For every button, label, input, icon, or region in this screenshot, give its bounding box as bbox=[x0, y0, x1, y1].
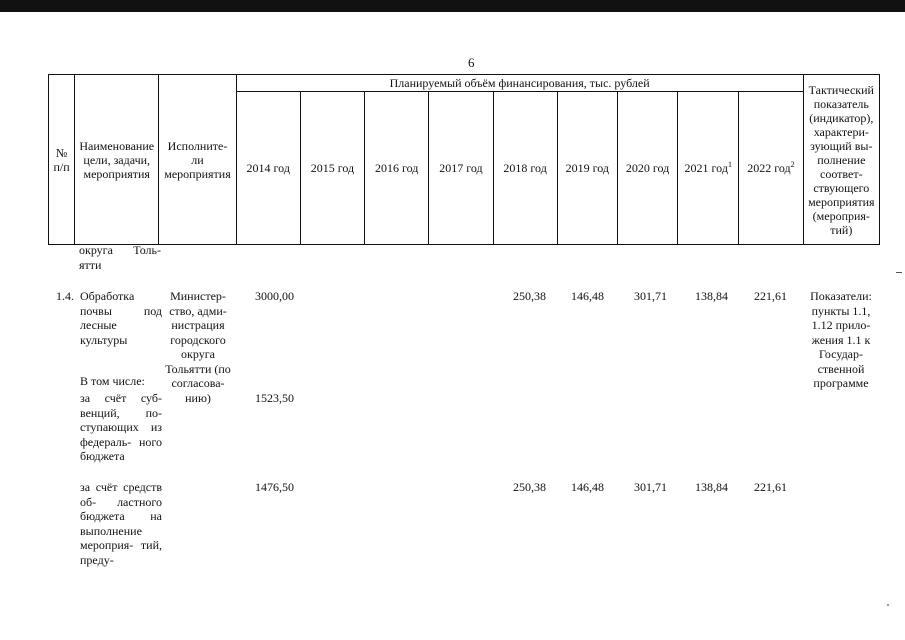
header-funding: Планируемый объём финансирования, тыс. рублей bbox=[236, 75, 803, 92]
item-number: 1.4. bbox=[56, 289, 74, 303]
header-year: 2014 год bbox=[236, 92, 300, 245]
sub-federal-2014: 1523,50 bbox=[255, 391, 294, 405]
header-year: 2015 год bbox=[300, 92, 364, 245]
value-2018: 250,38 bbox=[513, 289, 546, 303]
header-year: 2019 год bbox=[557, 92, 617, 245]
sub-regional-2014: 1476,50 bbox=[255, 480, 294, 494]
value-2021: 138,84 bbox=[695, 289, 728, 303]
margin-mark bbox=[896, 272, 902, 273]
sub-federal-name: за счёт суб- венций, по- ступающих из федераль- ного бюджета bbox=[80, 391, 162, 463]
value-2020: 301,71 bbox=[634, 289, 667, 303]
header-year: 2021 год$^1$ bbox=[678, 92, 739, 245]
sub-regional-2021: 138,84 bbox=[695, 480, 728, 494]
item-indicator: Показатели: пункты 1.1, 1.12 прило- жения 1.1 к Государ- ственной программе bbox=[810, 289, 872, 390]
page-number: 6 bbox=[468, 55, 475, 70]
sub-regional-2018: 250,38 bbox=[513, 480, 546, 494]
continuation-text: округа Толь- ятти bbox=[79, 243, 161, 272]
header-year: 2020 год bbox=[617, 92, 677, 245]
header-name: Наименование цели, задачи, мероприятия bbox=[75, 75, 159, 245]
value-2022: 221,61 bbox=[754, 289, 787, 303]
sub-regional-2019: 146,48 bbox=[571, 480, 604, 494]
sub-regional-name: за счёт средств об- ластного бюджета на выполнение мероприя- тий, преду- bbox=[80, 480, 162, 567]
scan-speck bbox=[887, 604, 889, 606]
header-executor: Исполните- ли мероприятия bbox=[159, 75, 236, 245]
header-year: 2017 год bbox=[429, 92, 493, 245]
sub-regional-2020: 301,71 bbox=[634, 480, 667, 494]
item-executor: Министер- ство, адми- нистрация городского округа Тольятти (по согласова- нию) bbox=[165, 289, 231, 405]
value-2014: 3000,00 bbox=[255, 289, 294, 303]
item-name: Обработка почвы под лесные культуры bbox=[80, 289, 162, 347]
header-year: 2016 год bbox=[365, 92, 429, 245]
header-num: № п/п bbox=[49, 75, 75, 245]
value-2019: 146,48 bbox=[571, 289, 604, 303]
including-label: В том числе: bbox=[80, 374, 145, 388]
sub-regional-2022: 221,61 bbox=[754, 480, 787, 494]
header-year: 2022 год$^2$ bbox=[739, 92, 803, 245]
header-year: 2018 год bbox=[493, 92, 557, 245]
header-indicator: Тактический показатель (индикатор), характери- зующий вы- полнение соответ- ствующего мероприятия (мероприя- тий) bbox=[803, 75, 879, 245]
